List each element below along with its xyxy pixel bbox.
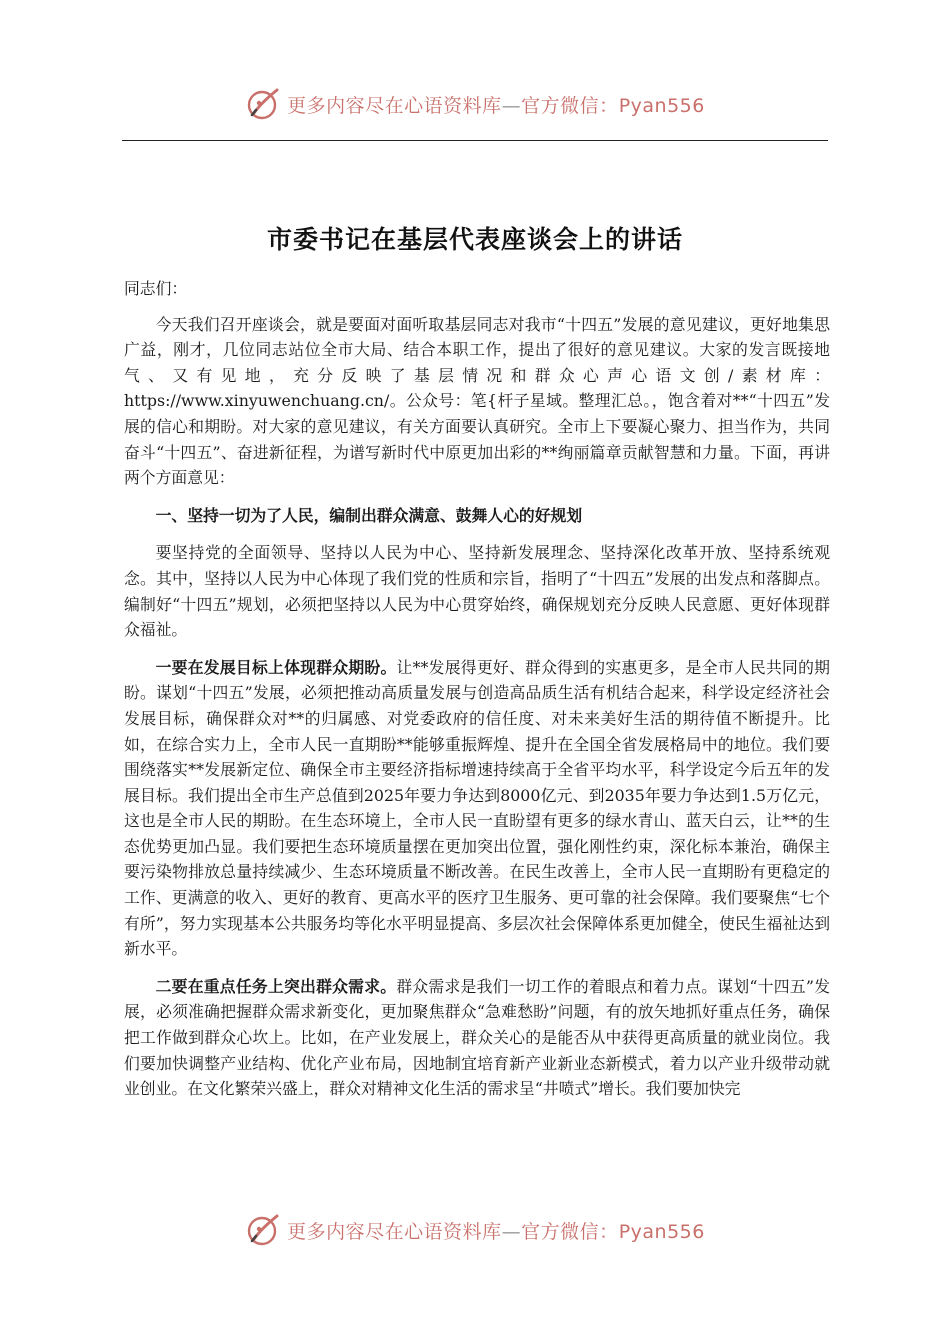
document-title: 市委书记在基层代表座谈会上的讲话 xyxy=(266,225,683,254)
section1-heading: 一、坚持一切为了人民，编制出群众满意、鼓舞人心的好规划 xyxy=(155,505,583,525)
footer-banner xyxy=(0,1208,950,1252)
header-banner-content xyxy=(245,86,705,122)
point1-body: 让**发展得更好、群众得到的实惠更多，是全市人民共同的期盼。谋划“十四五”发展，必须把推动高质量发展与创造高品质生活有机结合起来，科学设定经济社会发展目标，确保群众对**的归属感、对党委政府的信任度、对未来美好生活的期待值不断提升。比如，在综合实力上，全市人民一直期盼**能够重振辉煌、提升在全国全省发展格局中的地位。我们要围绕落实**发展新定位、确保全市主要经济指标增速持续高于全省平均水平，科学设定今后五年的发展目标。我们提出全市生产总值到2025年要力争达到8000亿元、到2035年要力争达到1.5万亿元，这也是全市人民的期盼。在生态环境上，全市人民一直盼望有更多的绿水青山、蓝天白云，让**的生态优势更加凸显。我们要把生态环境质量摆在更加突出位置，强化刚性约束，深化标本兼治，确保主要污染物排放总量持续减少、生态环境质量不断改善。在民生改善上，全市人民一直期盼有更稳定的工作、更满意的收入、更好的教育、更高水平的医疗卫生服务、更可靠的社会保障。我们要聚焦“七个有所”，努力实现基本公共服务均等化水平明显提高、多层次社会保障体系更加健全，使民生福祉达到新水平。 xyxy=(124,657,830,959)
section1-paragraph: 要坚持党的全面领导、坚持以人民为中心、坚持新发展理念、坚持深化改革开放、坚持系统观念。其中，坚持以人民为中心体现了我们党的性质和宗旨，指明了“十四五”发展的出发点和落脚点。编制好“十四五”规划，必须把坚持以人民为中心贯穿始终，确保规划充分反映人民意愿、更好体现群众福祉。 xyxy=(124,543,830,640)
brush-logo-icon xyxy=(245,86,281,122)
header-banner-text: 更多内容尽在心语资料库—官方微信：Pyan556 xyxy=(287,94,705,117)
point2-paragraph xyxy=(124,974,830,1102)
header-banner xyxy=(0,82,950,126)
document-body xyxy=(124,276,830,1114)
brush-logo-icon xyxy=(245,1212,281,1248)
point1-paragraph xyxy=(124,655,830,962)
header-rule xyxy=(122,140,828,141)
salutation: 同志们： xyxy=(124,279,188,298)
point2-body: 群众需求是我们一切工作的着眼点和着力点。谋划“十四五”发展，必须准确把握群众需求新变化，更加聚焦群众“急难愁盼”问题，有的放矢地抓好重点任务，确保把工作做到群众心坎上。比如，在产业发展上，群众关心的是能否从中获得更高质量的就业岗位。我们要加快调整产业结构、优化产业布局，因地制宜培育新产业新业态新模式，着力以产业升级带动就业创业。在文化繁荣兴盛上，群众对精神文化生活的需求呈“井喷式”增长。我们要加快完 xyxy=(124,976,830,1099)
point2-lead: 二要在重点任务上突出群众需求。 xyxy=(155,976,397,996)
point1-lead: 一要在发展目标上体现群众期盼。 xyxy=(155,657,397,677)
footer-banner-text: 更多内容尽在心语资料库—官方微信：Pyan556 xyxy=(287,1220,705,1243)
footer-banner-content xyxy=(245,1212,705,1248)
intro-paragraph: 今天我们召开座谈会，就是要面对面听取基层同志对我市“十四五”发展的意见建议，更好地集思广益，刚才，几位同志站位全市大局、结合本职工作，提出了很好的意见建议。大家的发言既接地气、又有见地，充分反映了基层情况和群众心声心语文创/素材库：https://www.xinyuwenchuang.cn/。公众号：笔{杆子星域。整理汇总。，饱含着对**“十四五”发展的信心和期盼。对大家的意见建议，有关方面要认真研究。全市上下要凝心聚力、担当作为，共同奋斗“十四五”、奋进新征程，为谱写新时代中原更加出彩的**绚丽篇章贡献智慧和力量。下面，再讲两个方面意见： xyxy=(124,314,830,488)
